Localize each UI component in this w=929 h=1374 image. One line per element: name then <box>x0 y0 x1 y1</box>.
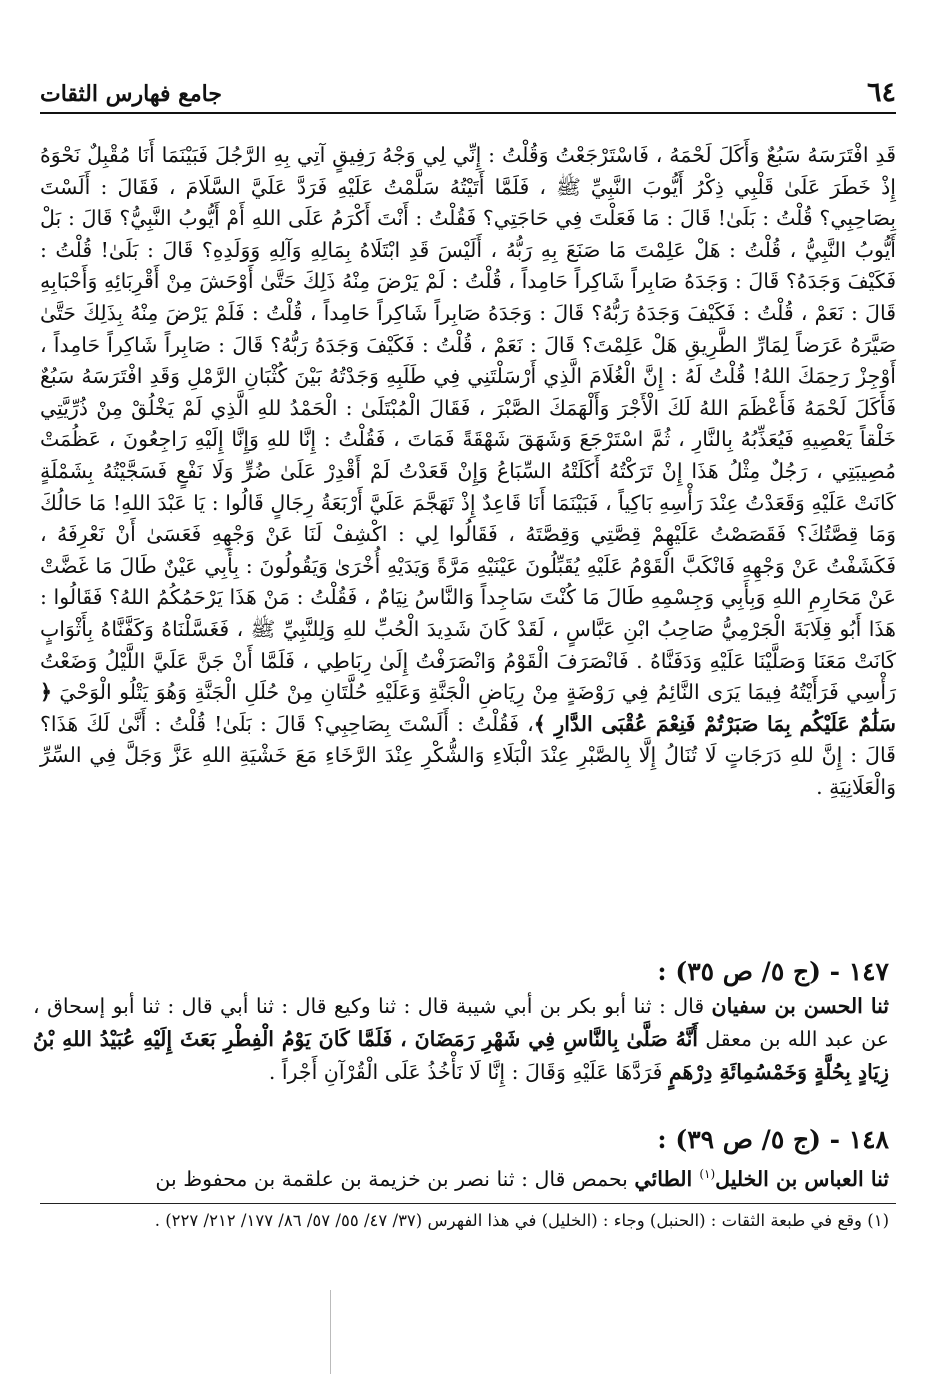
footnote-divider <box>40 1203 896 1204</box>
narrative-paragraph <box>40 140 896 803</box>
narrative-text: قَدِ افْتَرَسَهُ سَبُعٌ وَأَكَلَ لَحْمَهُ ، فَاسْتَرْجَعْتُ وَقُلْتُ : إِنِّي لِي وَجْهُ رَفِيقٍ آتِي بِهِ الرَّجُلَ فَبَيْنَمَا أَنَا مُقْبِلٌ نَحْوَهُ إِذْ خَطَرَ عَلَىٰ قَلْبِي ذِكْرُ أَيُّوبَ النَّبِيِّ ﷺ ، فَلَمَّا أَتَيْتُهُ سَلَّمْتُ عَلَيْهِ فَرَدَّ عَلَيَّ السَّلَامَ ، فَقَالَ : أَلَسْتَ بِصَاحِبِي؟ قُلْتُ : بَلَىٰ! قَالَ : مَا فَعَلْتَ فِي حَاجَتِي؟ فَقُلْتُ : أَنْتَ أَكْرَمُ عَلَى اللهِ أَمْ أَيُّوبُ النَّبِيُّ؟ قَالَ : بَلْ أَيُّوبُ النَّبِيُّ ، قُلْتُ : هَلْ عَلِمْتَ مَا صَنَعَ بِهِ رَبُّهُ ، أَلَيْسَ قَدِ ابْتَلَاهُ بِمَالِهِ وَآلِهِ وَوَلَدِهِ؟ قَالَ : بَلَىٰ! قُلْتُ : فَكَيْفَ وَجَدَهُ؟ قَالَ : وَجَدَهُ صَابِراً شَاكِراً حَامِداً ، قُلْتُ : لَمْ يَرْضَ مِنْهُ ذَلِكَ حَتَّىٰ أَوْحَشَ مِنْ أَقْرِبَائِهِ وَأَحْبَابِهِ قَالَ : نَعَمْ ، قُلْتُ : فَكَيْفَ وَجَدَهُ رَبُّهُ؟ قَالَ : وَجَدَهُ صَابِراً شَاكِراً حَامِداً ، قُلْتُ : فَلَمْ يَرْضَ مِنْهُ بِذَلِكَ حَتَّىٰ صَيَّرَهُ عَرَضاً لِمَارِّ الطَّرِيقِ هَلْ عَلِمْتَ؟ قَالَ : نَعَمْ ، قُلْتُ : فَكَيْفَ وَجَدَهُ رَبُّهُ؟ قَالَ : صَابِراً شَاكِراً حَامِداً ، أَوْجِزْ رَحِمَكَ اللهُ! قُلْتُ لَهُ : إِنَّ الْغُلَامَ الَّذِي أَرْسَلْتَنِي فِي طَلَبِهِ وَجَدْتُهُ بَيْنَ كُثْبَانِ الرَّمْلِ وَقَدِ افْتَرَسَهُ سَبُعٌ فَأَكَلَ لَحْمَهُ فَأَعْظَمَ اللهُ لَكَ الْأَجْرَ وَأَلْهَمَكَ الصَّبْرَ ، فَقَالَ الْمُبْتَلَىٰ : الْحَمْدُ للهِ الَّذِي لَمْ يَخْلُقْ مِنْ ذُرِّيَّتِي خَلْقاً يَعْصِيهِ فَيُعَذِّبُهُ بِالنَّارِ ، ثُمَّ اسْتَرْجَعَ وَشَهَقَ شَهْقَةً فَمَاتَ ، فَقُلْتُ : إِنَّا للهِ وَإِنَّا إِلَيْهِ رَاجِعُونَ ، عَظُمَتْ مُصِيبَتِي ، رَجُلٌ مِثْلُ هَذَا إِنْ تَرَكْتُهُ أَكَلَتْهُ السِّبَاعُ وَإِنْ قَعَدْتُ لَمْ أَقْدِرْ عَلَىٰ ضُرٍّ وَلَا نَفْعٍ فَسَجَّيْتُهُ بِشَمْلَةٍ كَانَتْ عَلَيْهِ وَقَعَدْتُ عِنْدَ رَأْسِهِ بَاكِياً ، فَبَيْنَمَا أَنَا قَاعِدٌ إِذْ تَهَجَّمَ عَلَيَّ أَرْبَعَةُ رِجَالٍ قَالُوا : يَا عَبْدَ اللهِ! مَا حَالُكَ وَمَا قِصَّتُكَ؟ فَقَصَصْتُ عَلَيْهِمْ قِصَّتِي وَقِصَّتَهُ ، فَقَالُوا لِي : اكْشِفْ لَنَا عَنْ وَجْهِهِ فَعَسَىٰ أَنْ نَعْرِفَهُ ، فَكَشَفْتُ عَنْ وَجْهِهِ فَانْكَبَّ الْقَوْمُ عَلَيْهِ يُقَبِّلُونَ عَيْنَيْهِ مَرَّةً وَيَدَيْهِ أُخْرَىٰ وَيَقُولُونَ : بِأَبِي عَيْنٌ طَالَ مَا غَضَّتْ عَنْ مَحَارِمِ اللهِ وَبِأَبِي وَجِسْمِهِ طَالَ مَا كُنْتَ سَاجِداً وَالنَّاسُ نِيَامٌ ، فَقُلْتُ : مَنْ هَذَا يَرْحَمُكُمُ اللهُ؟ فَقَالُوا : هَذَا أَبُو قِلَابَةَ الْجَرْمِيُّ صَاحِبُ ابْنِ عَبَّاسٍ ، لَقَدْ كَانَ شَدِيدَ الْحُبِّ للهِ وَلِلنَّبِيِّ ﷺ ، فَغَسَّلْنَاهُ وَكَفَّنَّاهُ بِأَثْوَابٍ كَانَتْ مَعَنَا وَصَلَّيْنَا عَلَيْهِ وَدَفَنَّاهُ . فَانْصَرَفَ الْقَوْمُ وَانْصَرَفْتُ إِلَىٰ رِبَاطِي ، فَلَمَّا أَنْ جَنَّ عَلَيَّ اللَّيْلُ وَضَعْتُ رَأْسِي فَرَأَيْتُهُ فِيمَا يَرَى النَّائِمُ فِي رَوْضَةٍ مِنْ رِيَاضِ الْجَنَّةِ وَعَلَيْهِ حُلَّتَانِ مِنْ حُلَلِ الْجَنَّةِ وَهُوَ يَتْلُو الْوَحْيَ <box>40 143 896 705</box>
entry-147-heading: ١٤٧ - (ج ٥/ ص ٣٥) : <box>657 957 889 986</box>
entry-147-text <box>33 990 889 1089</box>
scan-gutter-line <box>330 1290 331 1374</box>
page-header <box>40 78 896 114</box>
page-number: ٦٤ <box>866 77 896 108</box>
entry-148-heading: ١٤٨ - (ج ٥/ ص ٣٩) : <box>657 1125 889 1154</box>
footnote: (١) وقع في طبعة الثقات : (الحنبل) وجاء : (الخليل) في هذا الفهرس (٣٧/ ٤٧/ ٥٥/ ٥٧/ ٨٦/ ١٧٧/ ٢١٢/ ٢٢٧) . <box>154 1211 889 1230</box>
entry-147-chain: قال : ثنا أبو بكر بن أبي شيبة قال : ثنا وكيع قال : ثنا أبي قال : ثنا أبو إسحاق ، عن عبد الله بن معقل <box>33 994 889 1051</box>
entry-148-narrator-tail: الطائي <box>634 1166 700 1191</box>
entry-147-matn-end: فَرَدَّهَا عَلَيْهِ وَقَالَ : إِنَّا لَا نَأْخُذُ عَلَى الْقُرْآنِ أَجْراً . <box>268 1060 669 1084</box>
entry-148-narrator: ثنا العباس بن الخليل <box>715 1166 889 1191</box>
entry-148-chain: بحمص قال : ثنا نصر بن خزيمة بن علقمة بن محفوظ بن <box>155 1166 635 1191</box>
entry-148-text <box>33 1158 889 1196</box>
entry-147-matn: أَنَّهُ صَلَّىٰ بِالنَّاسِ فِي شَهْرِ رَمَضَانَ ، فَلَمَّا كَانَ يَوْمُ الْفِطْرِ بَعَثَ إِلَيْهِ عُبَيْدُ اللهِ بْنُ زِيَادٍ بِحُلَّةٍ وَخَمْسُمِائَةِ دِرْهَمٍ <box>33 1027 889 1084</box>
footnote-marker: (١) <box>699 1167 716 1181</box>
narrative-text-end: ، فَقُلْتُ : أَلَسْتَ بِصَاحِبِي؟ قَالَ : بَلَىٰ! قُلْتُ : أَنَّىٰ لَكَ هَذَا؟ قَالَ : إِنَّ للهِ دَرَجَاتٍ لَا تُنَالُ إِلَّا بِالصَّبْرِ عِنْدَ الْبَلَاءِ وَالشُّكْرِ عِنْدَ الرَّخَاءِ مَعَ خَشْيَةِ اللهِ عَزَّ وَجَلَّ فِي السِّرِّ وَالْعَلَانِيَةِ . <box>40 711 896 799</box>
running-title: جامع فهارس الثقات <box>40 81 222 107</box>
entry-147-narrator: ثنا الحسن بن سفيان <box>711 994 889 1018</box>
main-text <box>40 140 896 803</box>
quran-verse: ﴿ سَلَٰمٌ عَلَيْكُم بِمَا صَبَرْتُمْ فَنِعْمَ عُقْبَى الدَّارِ ﴾ <box>40 680 896 736</box>
